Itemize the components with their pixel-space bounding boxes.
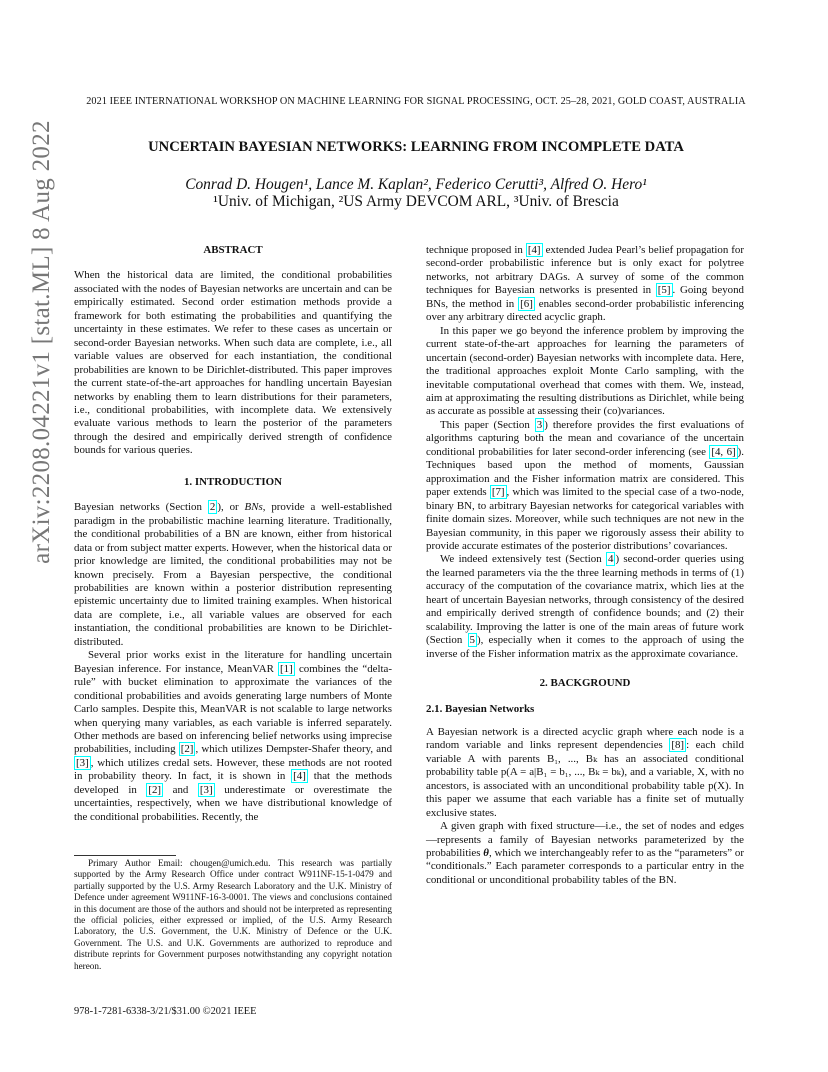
citation-link[interactable]: [5] bbox=[657, 284, 671, 297]
citation-link[interactable]: [2] bbox=[180, 743, 194, 756]
right-paragraph-1: technique proposed in [4] extended Judea Pearl’s belief propagation for second-order probabilistic inference but is only exact for polytree networks, not arbitrary DAGs. A survey of some of the common techniques for Bayesian networks is presented in [5] . Going beyond BNs, the method in [6] enables second-order probabilistic inferencing over any arbitrary directed acyclic graph. bbox=[426, 244, 744, 324]
abstract-heading: ABSTRACT bbox=[203, 244, 263, 256]
subsection-heading: 2.1. Bayesian Networks bbox=[426, 702, 535, 715]
author-list: Conrad D. Hougen¹, Lance M. Kaplan², Federico Cerutti³, Alfred O. Hero¹ bbox=[185, 176, 647, 193]
paper-title: UNCERTAIN BAYESIAN NETWORKS: LEARNING FROM INCOMPLETE DATA bbox=[148, 139, 684, 155]
copyright-notice: 978-1-7281-6338-3/21/$31.00 ©2021 IEEE bbox=[74, 1006, 257, 1017]
arxiv-sidebar-stamp: arXiv:2208.04221v1 [stat.ML] 8 Aug 2022 bbox=[28, 120, 55, 564]
right-paragraph-5: A Bayesian network is a directed acyclic graph where each node is a random variable and links represent dependencies [8] : each child variable A with parents B₁, ..., Bₖ has an associated conditional probability table p(A = a|B₁ = b₁, ..., Bₖ = bₖ), and a variable, X, with no ancestors, is associated with an unconditional probability table p(X). In this paper we assume that each variable has a finite set of mutually exclusive states. bbox=[426, 725, 744, 819]
background-heading: 2. BACKGROUND bbox=[539, 677, 631, 690]
right-paragraph-3: This paper (Section 3 ) therefore provides the first evaluations of algorithms capturing both the mean and covariance of the uncertain conditional probabilities for later second-order inferencing (see [4, 6] ). Techniques based upon the method of moments, Gaussian approximation and the Fisher information matrix are considered. This paper extends [7] , which was limited to the special case of a two-node, binary BN, to arbitrary Bayesian networks for categorical variables with finite domain sizes. Moreover, while such techniques are not new in the Bayesian community, in this paper we rigorously assess their ability to provide accurate estimates of the posterior distributions’ covariances. bbox=[426, 418, 744, 552]
section-link[interactable]: 3 bbox=[536, 418, 543, 431]
citation-link[interactable]: [4, 6] bbox=[711, 445, 736, 458]
footnote bbox=[74, 858, 392, 972]
conference-header: 2021 IEEE INTERNATIONAL WORKSHOP ON MACHINE LEARNING FOR SIGNAL PROCESSING, OCT. 25–28, 2021, GOLD COAST, AUSTRALIA bbox=[86, 96, 746, 107]
citation-link[interactable]: [1] bbox=[280, 662, 293, 675]
section-link[interactable]: 4 bbox=[607, 553, 614, 566]
intro-paragraph-2: Several prior works exist in the literature for handling uncertain Bayesian inference. For instance, MeanVAR [1] combines the “delta-rule” with bucket elimination to approximate the variances of the conditional probabilities and avoids generating large numbers of Monte Carlo samples. Despite this, MeanVAR is not scalable to large networks when querying many variables, as each variable is inferred separately. Other methods are based on inferencing belief networks using imprecise probabilities, including [2] , which utilizes Dempster-Shafer theory, and [3] , which utilizes credal sets. However, these methods are not rooted in probability theory. In fact, it is shown in [4] that the methods developed in [2] and [3] underestimate or overestimate the uncertainties, respectively, when we have distributional knowledge of the conditional probabilities. Recently, the bbox=[74, 649, 393, 823]
citation-link[interactable]: [3] bbox=[199, 783, 213, 796]
section-link[interactable]: 5 bbox=[469, 634, 475, 647]
citation-link[interactable]: [7] bbox=[491, 486, 505, 499]
citation-link[interactable]: [8] bbox=[671, 739, 685, 752]
left-column bbox=[74, 244, 392, 824]
intro-paragraph-1: Bayesian networks (Section 2 ), or BNs, provide a well-established paradigm in the probabilistic machine learning literature. Traditionally, the conditional probabilities of a BN are known, either from historical data or from subject matter experts. However, when the historical data or prior knowledge are limited, the conditional probabilities may not be known precisely. From a Bayesian perspective, the conditional probabilities are known within a posterior distribution representing epistemic uncertainty due to limited training examples. When historical data are complete, i.e., all variable values are observed for each instantiation, the conditional probabilities are known to be Dirichlet-distributed. bbox=[74, 501, 393, 648]
section-link[interactable]: 2 bbox=[209, 501, 216, 514]
right-column bbox=[426, 244, 744, 887]
affiliations: ¹Univ. of Michigan, ²US Army DEVCOM ARL, ³Univ. of Brescia bbox=[213, 193, 619, 210]
citation-link[interactable]: [4] bbox=[527, 244, 541, 256]
citation-link[interactable]: [3] bbox=[76, 756, 89, 769]
citation-link[interactable]: [4] bbox=[293, 770, 306, 783]
right-paragraph-6: A given graph with fixed structure—i.e., the set of nodes and edges—represents a family of Bayesian networks parameterized by the probabilities θ, which we interchangeably refer to as the “parameters” or “conditionals.” Each parameter corresponds to a particular entry in the conditional or unconditional probability tables of the BN. bbox=[426, 820, 744, 886]
right-paragraph-2: In this paper we go beyond the inference problem by improving the current state-of-the-art approaches for learning the parameters of uncertain (second-order) Bayesian networks with incomplete data. Here, the traditional approaches exploit Monte Carlo sampling, with the inevitable computational overhead that comes with them. We, instead, aim at approximating the resulting distributions as Dirichlet, while being as accurate as possible at assessing their (co)variances. bbox=[426, 324, 744, 418]
introduction-heading: 1. INTRODUCTION bbox=[183, 475, 283, 488]
footnote-rule bbox=[74, 855, 176, 856]
citation-link[interactable]: [6] bbox=[520, 297, 533, 310]
abstract-text: When the historical data are limited, the conditional probabilities associated with the nodes of Bayesian networks are uncertain and can be empirically estimated. Second order estimation methods provide a framework for both estimating the probabilities and quantifying the uncertainty in these estimates. We refer to these cases as uncertain or second-order Bayesian networks. When such data are complete, i.e., all variable values are observed for each instantiation, the conditional probabilities are known to be Dirichlet-distributed. This paper improves the current state-of-the-art approaches for handling uncertain Bayesian networks by enabling them to learn distributions for their parameters, i.e., conditional probabilities, with incomplete data. We extensively evaluate various methods to learn the posterior of the parameters through the desired and empirically derived strength of confidence bounds for various queries. bbox=[74, 269, 392, 457]
right-paragraph-4: We indeed extensively test (Section 4 ) second-order queries using the learned parameters via the the three learning methods in terms of (1) accuracy of the computation of the covariance matrix, which lies at the heart of uncertain Bayesian networks, through consistency of the desired and empirically derived strength of confidence bounds; and (2) their scalability. Improving the latter is one of the main areas of future work (Section 5 ), especially when it comes to the approach of using the inverse of the Fisher information matrix as the approximate covariance. bbox=[426, 553, 744, 660]
footnote-text: Primary Author Email: chougen@umich.edu. This research was partially supported by the Army Research Office under contract W911NF-15-1-0479 and partially supported by the U.S. Army Research Laboratory and the U.K. Ministry of Defence under agreement W911NF-16-3-0001. The views and conclusions contained in this document are those of the authors and should not be interpreted as representing the official policies, either expressed or implied, of the U.S. Army Research Laboratory, the U.S. Government, the U.K. Ministry of Defence or the U.K. Government. The U.S. and U.K. Governments are authorized to reproduce and distribute reprints for Government purposes notwithstanding any copyright notation hereon. bbox=[74, 858, 392, 971]
citation-link[interactable]: [2] bbox=[148, 783, 162, 796]
